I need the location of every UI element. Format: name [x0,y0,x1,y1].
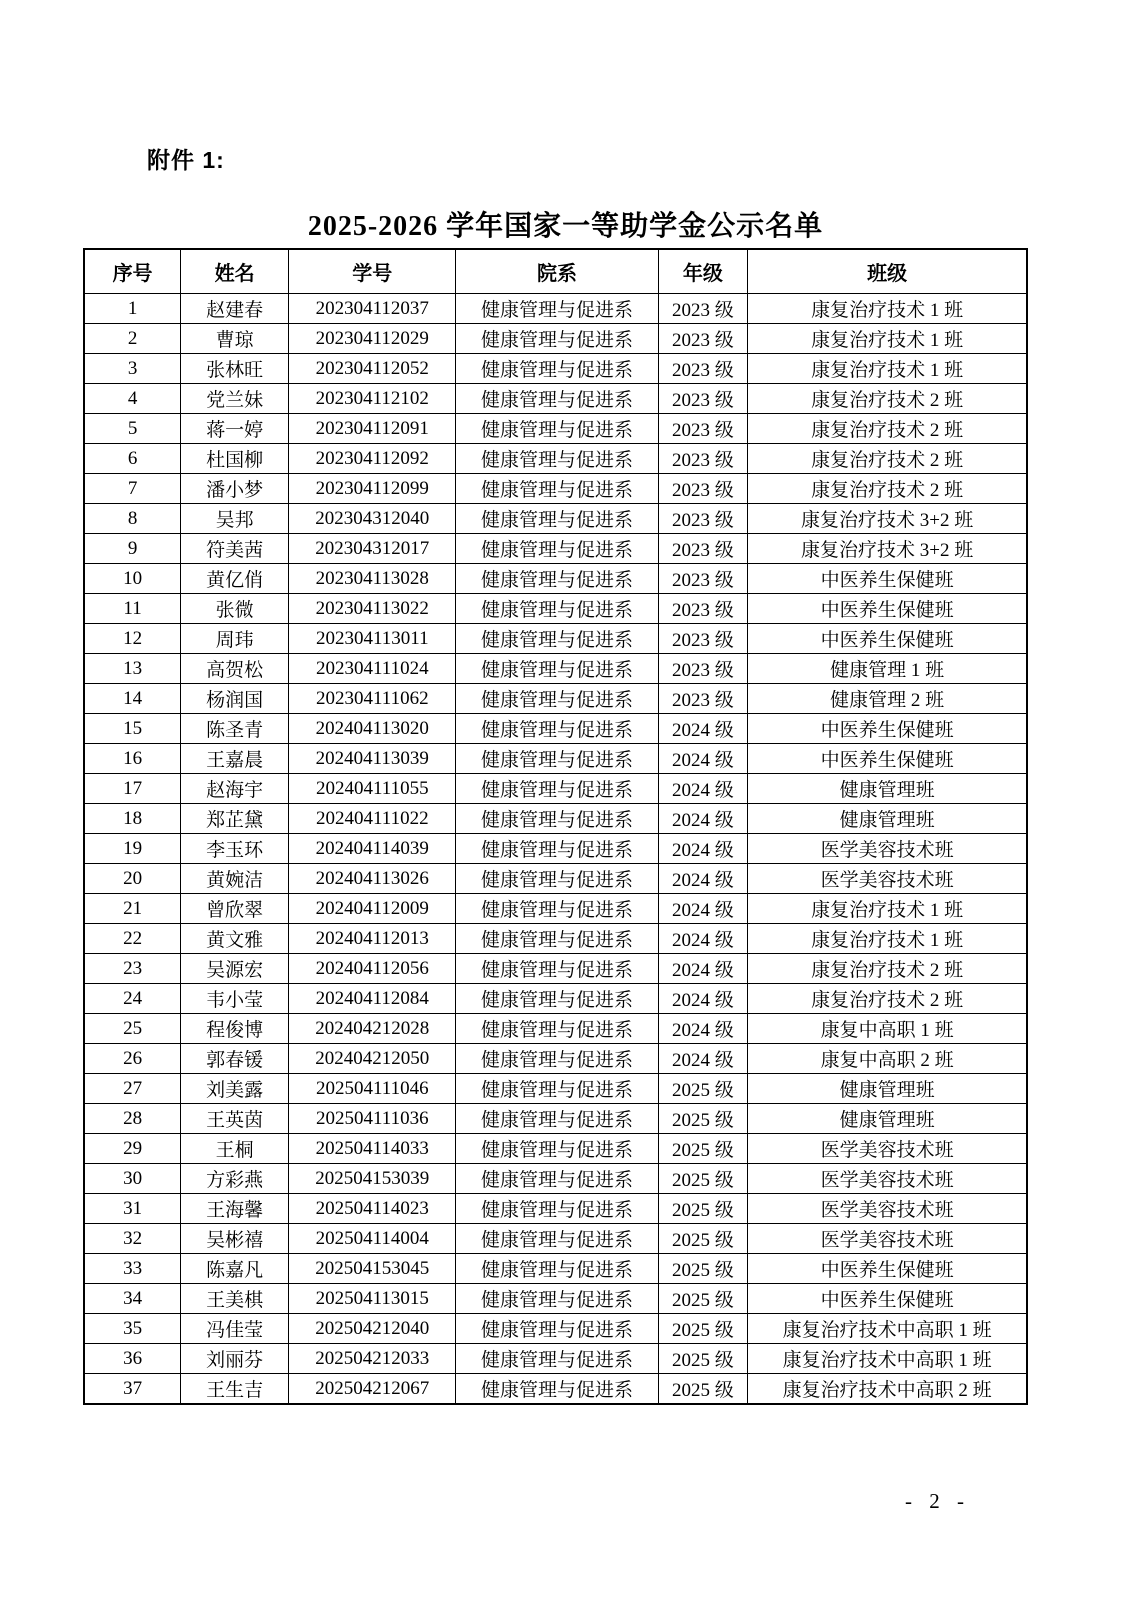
cell-index: 5 [84,414,181,444]
cell-name: 李玉环 [181,834,289,864]
cell-department: 健康管理与促进系 [456,1014,658,1044]
cell-department: 健康管理与促进系 [456,594,658,624]
cell-student-id: 202404212050 [289,1044,456,1074]
cell-grade: 2024 级 [658,744,748,774]
cell-class: 医学美容技术班 [748,834,1027,864]
cell-class: 康复治疗技术 2 班 [748,474,1027,504]
cell-class: 中医养生保健班 [748,564,1027,594]
cell-class: 中医养生保健班 [748,1254,1027,1284]
cell-student-id: 202504111046 [289,1074,456,1104]
cell-grade: 2024 级 [658,714,748,744]
cell-grade: 2023 级 [658,624,748,654]
cell-student-id: 202304112092 [289,444,456,474]
cell-department: 健康管理与促进系 [456,864,658,894]
header-grade: 年级 [658,249,748,294]
cell-grade: 2024 级 [658,1014,748,1044]
cell-student-id: 202304113011 [289,624,456,654]
cell-grade: 2025 级 [658,1194,748,1224]
cell-index: 31 [84,1194,181,1224]
cell-class: 康复治疗技术中高职 1 班 [748,1344,1027,1374]
table-row [84,1164,1027,1194]
cell-index: 13 [84,654,181,684]
cell-name: 杨润国 [181,684,289,714]
cell-class: 康复治疗技术 2 班 [748,984,1027,1014]
cell-class: 康复治疗技术 2 班 [748,414,1027,444]
cell-student-id: 202304312017 [289,534,456,564]
cell-name: 黄文雅 [181,924,289,954]
cell-index: 37 [84,1374,181,1405]
cell-department: 健康管理与促进系 [456,1074,658,1104]
cell-student-id: 202304112102 [289,384,456,414]
cell-index: 19 [84,834,181,864]
cell-index: 22 [84,924,181,954]
header-student-id: 学号 [289,249,456,294]
cell-name: 陈圣青 [181,714,289,744]
cell-grade: 2024 级 [658,894,748,924]
table-header-row [84,249,1027,294]
cell-student-id: 202504111036 [289,1104,456,1134]
cell-name: 程俊博 [181,1014,289,1044]
cell-department: 健康管理与促进系 [456,1044,658,1074]
cell-student-id: 202504114033 [289,1134,456,1164]
cell-index: 1 [84,294,181,324]
cell-grade: 2023 级 [658,474,748,504]
cell-department: 健康管理与促进系 [456,534,658,564]
cell-index: 10 [84,564,181,594]
table-row [84,684,1027,714]
table-row [84,714,1027,744]
cell-grade: 2023 级 [658,444,748,474]
table-row [84,324,1027,354]
table-row [84,894,1027,924]
cell-class: 医学美容技术班 [748,1224,1027,1254]
cell-grade: 2024 级 [658,774,748,804]
header-name: 姓名 [181,249,289,294]
table-row [84,1104,1027,1134]
table-row [84,1074,1027,1104]
attachment-label: 附件 1: [147,147,225,173]
cell-name: 陈嘉凡 [181,1254,289,1284]
cell-name: 冯佳莹 [181,1314,289,1344]
cell-name: 蒋一婷 [181,414,289,444]
cell-name: 刘丽芬 [181,1344,289,1374]
cell-class: 康复治疗技术中高职 1 班 [748,1314,1027,1344]
cell-student-id: 202404111055 [289,774,456,804]
cell-name: 韦小莹 [181,984,289,1014]
cell-grade: 2025 级 [658,1374,748,1405]
cell-student-id: 202504153045 [289,1254,456,1284]
cell-student-id: 202304312040 [289,504,456,534]
cell-class: 康复治疗技术 1 班 [748,894,1027,924]
cell-class: 康复治疗技术 3+2 班 [748,534,1027,564]
cell-grade: 2023 级 [658,324,748,354]
cell-grade: 2025 级 [658,1284,748,1314]
cell-student-id: 202404114039 [289,834,456,864]
cell-index: 34 [84,1284,181,1314]
cell-department: 健康管理与促进系 [456,1104,658,1134]
cell-index: 33 [84,1254,181,1284]
cell-index: 32 [84,1224,181,1254]
table-row [84,1134,1027,1164]
cell-department: 健康管理与促进系 [456,894,658,924]
cell-name: 王海馨 [181,1194,289,1224]
cell-department: 健康管理与促进系 [456,954,658,984]
cell-index: 7 [84,474,181,504]
cell-name: 张微 [181,594,289,624]
cell-grade: 2024 级 [658,804,748,834]
cell-student-id: 202304113022 [289,594,456,624]
cell-index: 30 [84,1164,181,1194]
cell-grade: 2023 级 [658,414,748,444]
cell-name: 吴邦 [181,504,289,534]
cell-department: 健康管理与促进系 [456,1344,658,1374]
cell-class: 健康管理班 [748,804,1027,834]
table-row [84,594,1027,624]
cell-grade: 2024 级 [658,924,748,954]
cell-department: 健康管理与促进系 [456,654,658,684]
table-row [84,1044,1027,1074]
cell-grade: 2023 级 [658,654,748,684]
cell-student-id: 202304111062 [289,684,456,714]
cell-name: 党兰妹 [181,384,289,414]
cell-department: 健康管理与促进系 [456,414,658,444]
cell-class: 健康管理班 [748,774,1027,804]
cell-department: 健康管理与促进系 [456,1194,658,1224]
cell-class: 康复治疗技术 1 班 [748,294,1027,324]
cell-class: 健康管理班 [748,1074,1027,1104]
cell-department: 健康管理与促进系 [456,744,658,774]
cell-name: 赵海宇 [181,774,289,804]
table-row [84,1194,1027,1224]
cell-grade: 2023 级 [658,534,748,564]
cell-index: 21 [84,894,181,924]
cell-name: 潘小梦 [181,474,289,504]
cell-student-id: 202504212040 [289,1314,456,1344]
cell-index: 14 [84,684,181,714]
cell-name: 王嘉晨 [181,744,289,774]
cell-department: 健康管理与促进系 [456,474,658,504]
table-row [84,1254,1027,1284]
cell-grade: 2023 级 [658,504,748,534]
cell-grade: 2024 级 [658,864,748,894]
cell-department: 健康管理与促进系 [456,1224,658,1254]
cell-grade: 2025 级 [658,1314,748,1344]
cell-student-id: 202304111024 [289,654,456,684]
cell-name: 杜国柳 [181,444,289,474]
cell-student-id: 202404112084 [289,984,456,1014]
cell-name: 黄亿俏 [181,564,289,594]
table-row [84,1284,1027,1314]
cell-index: 27 [84,1074,181,1104]
cell-name: 符美茜 [181,534,289,564]
table-row [84,1014,1027,1044]
cell-student-id: 202304112037 [289,294,456,324]
cell-index: 11 [84,594,181,624]
table-row [84,534,1027,564]
cell-grade: 2025 级 [658,1224,748,1254]
cell-name: 黄婉洁 [181,864,289,894]
cell-student-id: 202504212067 [289,1374,456,1405]
cell-department: 健康管理与促进系 [456,1284,658,1314]
cell-class: 医学美容技术班 [748,1164,1027,1194]
cell-student-id: 202504114004 [289,1224,456,1254]
cell-index: 4 [84,384,181,414]
cell-department: 健康管理与促进系 [456,354,658,384]
cell-name: 吴彬禧 [181,1224,289,1254]
cell-name: 吴源宏 [181,954,289,984]
cell-student-id: 202504113015 [289,1284,456,1314]
cell-class: 康复治疗技术 2 班 [748,444,1027,474]
cell-department: 健康管理与促进系 [456,504,658,534]
cell-grade: 2023 级 [658,384,748,414]
cell-class: 康复治疗技术 1 班 [748,924,1027,954]
cell-name: 赵建春 [181,294,289,324]
table-row [84,564,1027,594]
cell-name: 周玮 [181,624,289,654]
header-index: 序号 [84,249,181,294]
table-row [84,864,1027,894]
cell-name: 王英茵 [181,1104,289,1134]
cell-class: 康复治疗技术 1 班 [748,324,1027,354]
cell-index: 26 [84,1044,181,1074]
cell-class: 中医养生保健班 [748,1284,1027,1314]
cell-index: 36 [84,1344,181,1374]
cell-grade: 2025 级 [658,1344,748,1374]
table-header [84,249,1027,294]
table-row [84,804,1027,834]
table-row [84,1344,1027,1374]
cell-index: 28 [84,1104,181,1134]
cell-department: 健康管理与促进系 [456,774,658,804]
table-row [84,1374,1027,1405]
cell-grade: 2024 级 [658,834,748,864]
cell-department: 健康管理与促进系 [456,1314,658,1344]
cell-index: 15 [84,714,181,744]
cell-class: 中医养生保健班 [748,744,1027,774]
table-row [84,1224,1027,1254]
cell-index: 20 [84,864,181,894]
cell-student-id: 202404113020 [289,714,456,744]
cell-index: 3 [84,354,181,384]
table-body [84,294,1027,1405]
cell-department: 健康管理与促进系 [456,834,658,864]
cell-name: 刘美露 [181,1074,289,1104]
table-row [84,654,1027,684]
cell-grade: 2023 级 [658,594,748,624]
cell-name: 高贺松 [181,654,289,684]
cell-student-id: 202504212033 [289,1344,456,1374]
table-row [84,294,1027,324]
cell-grade: 2024 级 [658,954,748,984]
cell-department: 健康管理与促进系 [456,294,658,324]
cell-class: 中医养生保健班 [748,594,1027,624]
cell-name: 曾欣翠 [181,894,289,924]
cell-grade: 2023 级 [658,684,748,714]
cell-name: 王生吉 [181,1374,289,1405]
cell-name: 郭春锾 [181,1044,289,1074]
cell-student-id: 202404113026 [289,864,456,894]
cell-class: 康复治疗技术 1 班 [748,354,1027,384]
cell-class: 康复中高职 2 班 [748,1044,1027,1074]
cell-grade: 2025 级 [658,1254,748,1284]
cell-class: 康复中高职 1 班 [748,1014,1027,1044]
cell-index: 23 [84,954,181,984]
table-row [84,474,1027,504]
cell-department: 健康管理与促进系 [456,684,658,714]
table-row [84,924,1027,954]
cell-name: 王美棋 [181,1284,289,1314]
cell-name: 曹琼 [181,324,289,354]
cell-department: 健康管理与促进系 [456,384,658,414]
cell-grade: 2025 级 [658,1134,748,1164]
cell-name: 张林旺 [181,354,289,384]
cell-student-id: 202404111022 [289,804,456,834]
table-row [84,984,1027,1014]
cell-grade: 2025 级 [658,1164,748,1194]
cell-index: 24 [84,984,181,1014]
cell-index: 2 [84,324,181,354]
cell-department: 健康管理与促进系 [456,324,658,354]
cell-student-id: 202404113039 [289,744,456,774]
table-row [84,414,1027,444]
cell-department: 健康管理与促进系 [456,714,658,744]
cell-student-id: 202304112052 [289,354,456,384]
cell-student-id: 202404212028 [289,1014,456,1044]
cell-student-id: 202304112099 [289,474,456,504]
cell-grade: 2024 级 [658,984,748,1014]
cell-index: 9 [84,534,181,564]
cell-department: 健康管理与促进系 [456,1134,658,1164]
cell-grade: 2025 级 [658,1074,748,1104]
cell-student-id: 202404112056 [289,954,456,984]
cell-class: 健康管理 2 班 [748,684,1027,714]
cell-class: 中医养生保健班 [748,714,1027,744]
cell-grade: 2024 级 [658,1044,748,1074]
page-number: - 2 - [905,1489,970,1513]
page-title: 2025-2026 学年国家一等助学金公示名单 [307,211,824,242]
header-department: 院系 [456,249,658,294]
cell-student-id: 202404112013 [289,924,456,954]
cell-index: 8 [84,504,181,534]
cell-student-id: 202304113028 [289,564,456,594]
cell-student-id: 202504114023 [289,1194,456,1224]
table-row [84,744,1027,774]
cell-index: 12 [84,624,181,654]
table-row [84,954,1027,984]
cell-grade: 2023 级 [658,294,748,324]
table-row [84,444,1027,474]
table-row [84,504,1027,534]
cell-index: 16 [84,744,181,774]
cell-student-id: 202304112029 [289,324,456,354]
cell-grade: 2025 级 [658,1104,748,1134]
cell-class: 康复治疗技术 2 班 [748,384,1027,414]
cell-index: 25 [84,1014,181,1044]
cell-index: 6 [84,444,181,474]
cell-department: 健康管理与促进系 [456,564,658,594]
scholarship-table [83,248,1028,1405]
cell-index: 29 [84,1134,181,1164]
cell-grade: 2023 级 [658,354,748,384]
header-class: 班级 [748,249,1027,294]
cell-class: 康复治疗技术中高职 2 班 [748,1374,1027,1405]
cell-department: 健康管理与促进系 [456,1254,658,1284]
table-row [84,384,1027,414]
table-row [84,354,1027,384]
cell-class: 康复治疗技术 2 班 [748,954,1027,984]
cell-class: 健康管理 1 班 [748,654,1027,684]
cell-name: 方彩燕 [181,1164,289,1194]
cell-student-id: 202504153039 [289,1164,456,1194]
cell-class: 医学美容技术班 [748,1194,1027,1224]
cell-department: 健康管理与促进系 [456,444,658,474]
cell-class: 康复治疗技术 3+2 班 [748,504,1027,534]
cell-name: 郑芷黛 [181,804,289,834]
cell-department: 健康管理与促进系 [456,804,658,834]
cell-student-id: 202404112009 [289,894,456,924]
cell-class: 医学美容技术班 [748,1134,1027,1164]
cell-index: 35 [84,1314,181,1344]
cell-class: 医学美容技术班 [748,864,1027,894]
table-row [84,624,1027,654]
table-row [84,834,1027,864]
cell-class: 中医养生保健班 [748,624,1027,654]
cell-department: 健康管理与促进系 [456,1374,658,1405]
table-row [84,1314,1027,1344]
cell-student-id: 202304112091 [289,414,456,444]
cell-grade: 2023 级 [658,564,748,594]
cell-class: 健康管理班 [748,1104,1027,1134]
cell-name: 王桐 [181,1134,289,1164]
cell-index: 17 [84,774,181,804]
cell-department: 健康管理与促进系 [456,924,658,954]
cell-department: 健康管理与促进系 [456,1164,658,1194]
cell-department: 健康管理与促进系 [456,984,658,1014]
cell-department: 健康管理与促进系 [456,624,658,654]
cell-index: 18 [84,804,181,834]
table-row [84,774,1027,804]
